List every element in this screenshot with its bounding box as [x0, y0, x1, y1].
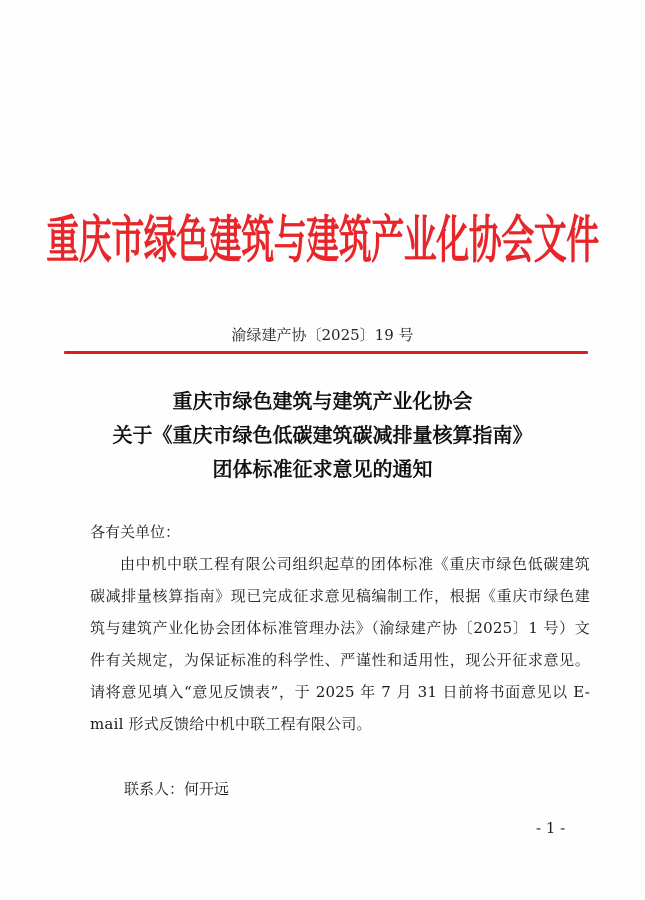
title-line-2: 关于《重庆市绿色低碳建筑碳减排量核算指南》: [112, 423, 533, 447]
page-number: - 1 -: [536, 819, 566, 837]
document-number: 渝绿建产协〔2025〕19 号: [231, 326, 414, 344]
title-line-1: 重庆市绿色建筑与建筑产业化协会: [172, 389, 473, 413]
contact-person: 联系人：何开远: [124, 780, 230, 798]
red-divider-line: [64, 351, 588, 354]
notice-body: [90, 516, 590, 740]
notice-title: [0, 384, 645, 486]
title-line-3: 团体标准征求意见的通知: [212, 457, 433, 481]
salutation: 各有关单位：: [90, 523, 181, 541]
body-paragraph: 由中机中联工程有限公司组织起草的团体标准《重庆市绿色低碳建筑碳减排量核算指南》现已完成征求意见稿编制工作，根据《重庆市绿色建筑与建筑产业化协会团体标准管理办法》（渝绿建产协〔2025〕1 号）文件有关规定，为保证标准的科学性、严谨性和适用性，现公开征求意见。请将意见填入“意见反馈表”，于 2025 年 7 月 31 日前将书面意见以 E-mail 形式反馈给中机中联工程有限公司。: [90, 555, 590, 733]
masthead-title: 重庆市绿色建筑与建筑产业化协会文件: [46, 209, 599, 270]
